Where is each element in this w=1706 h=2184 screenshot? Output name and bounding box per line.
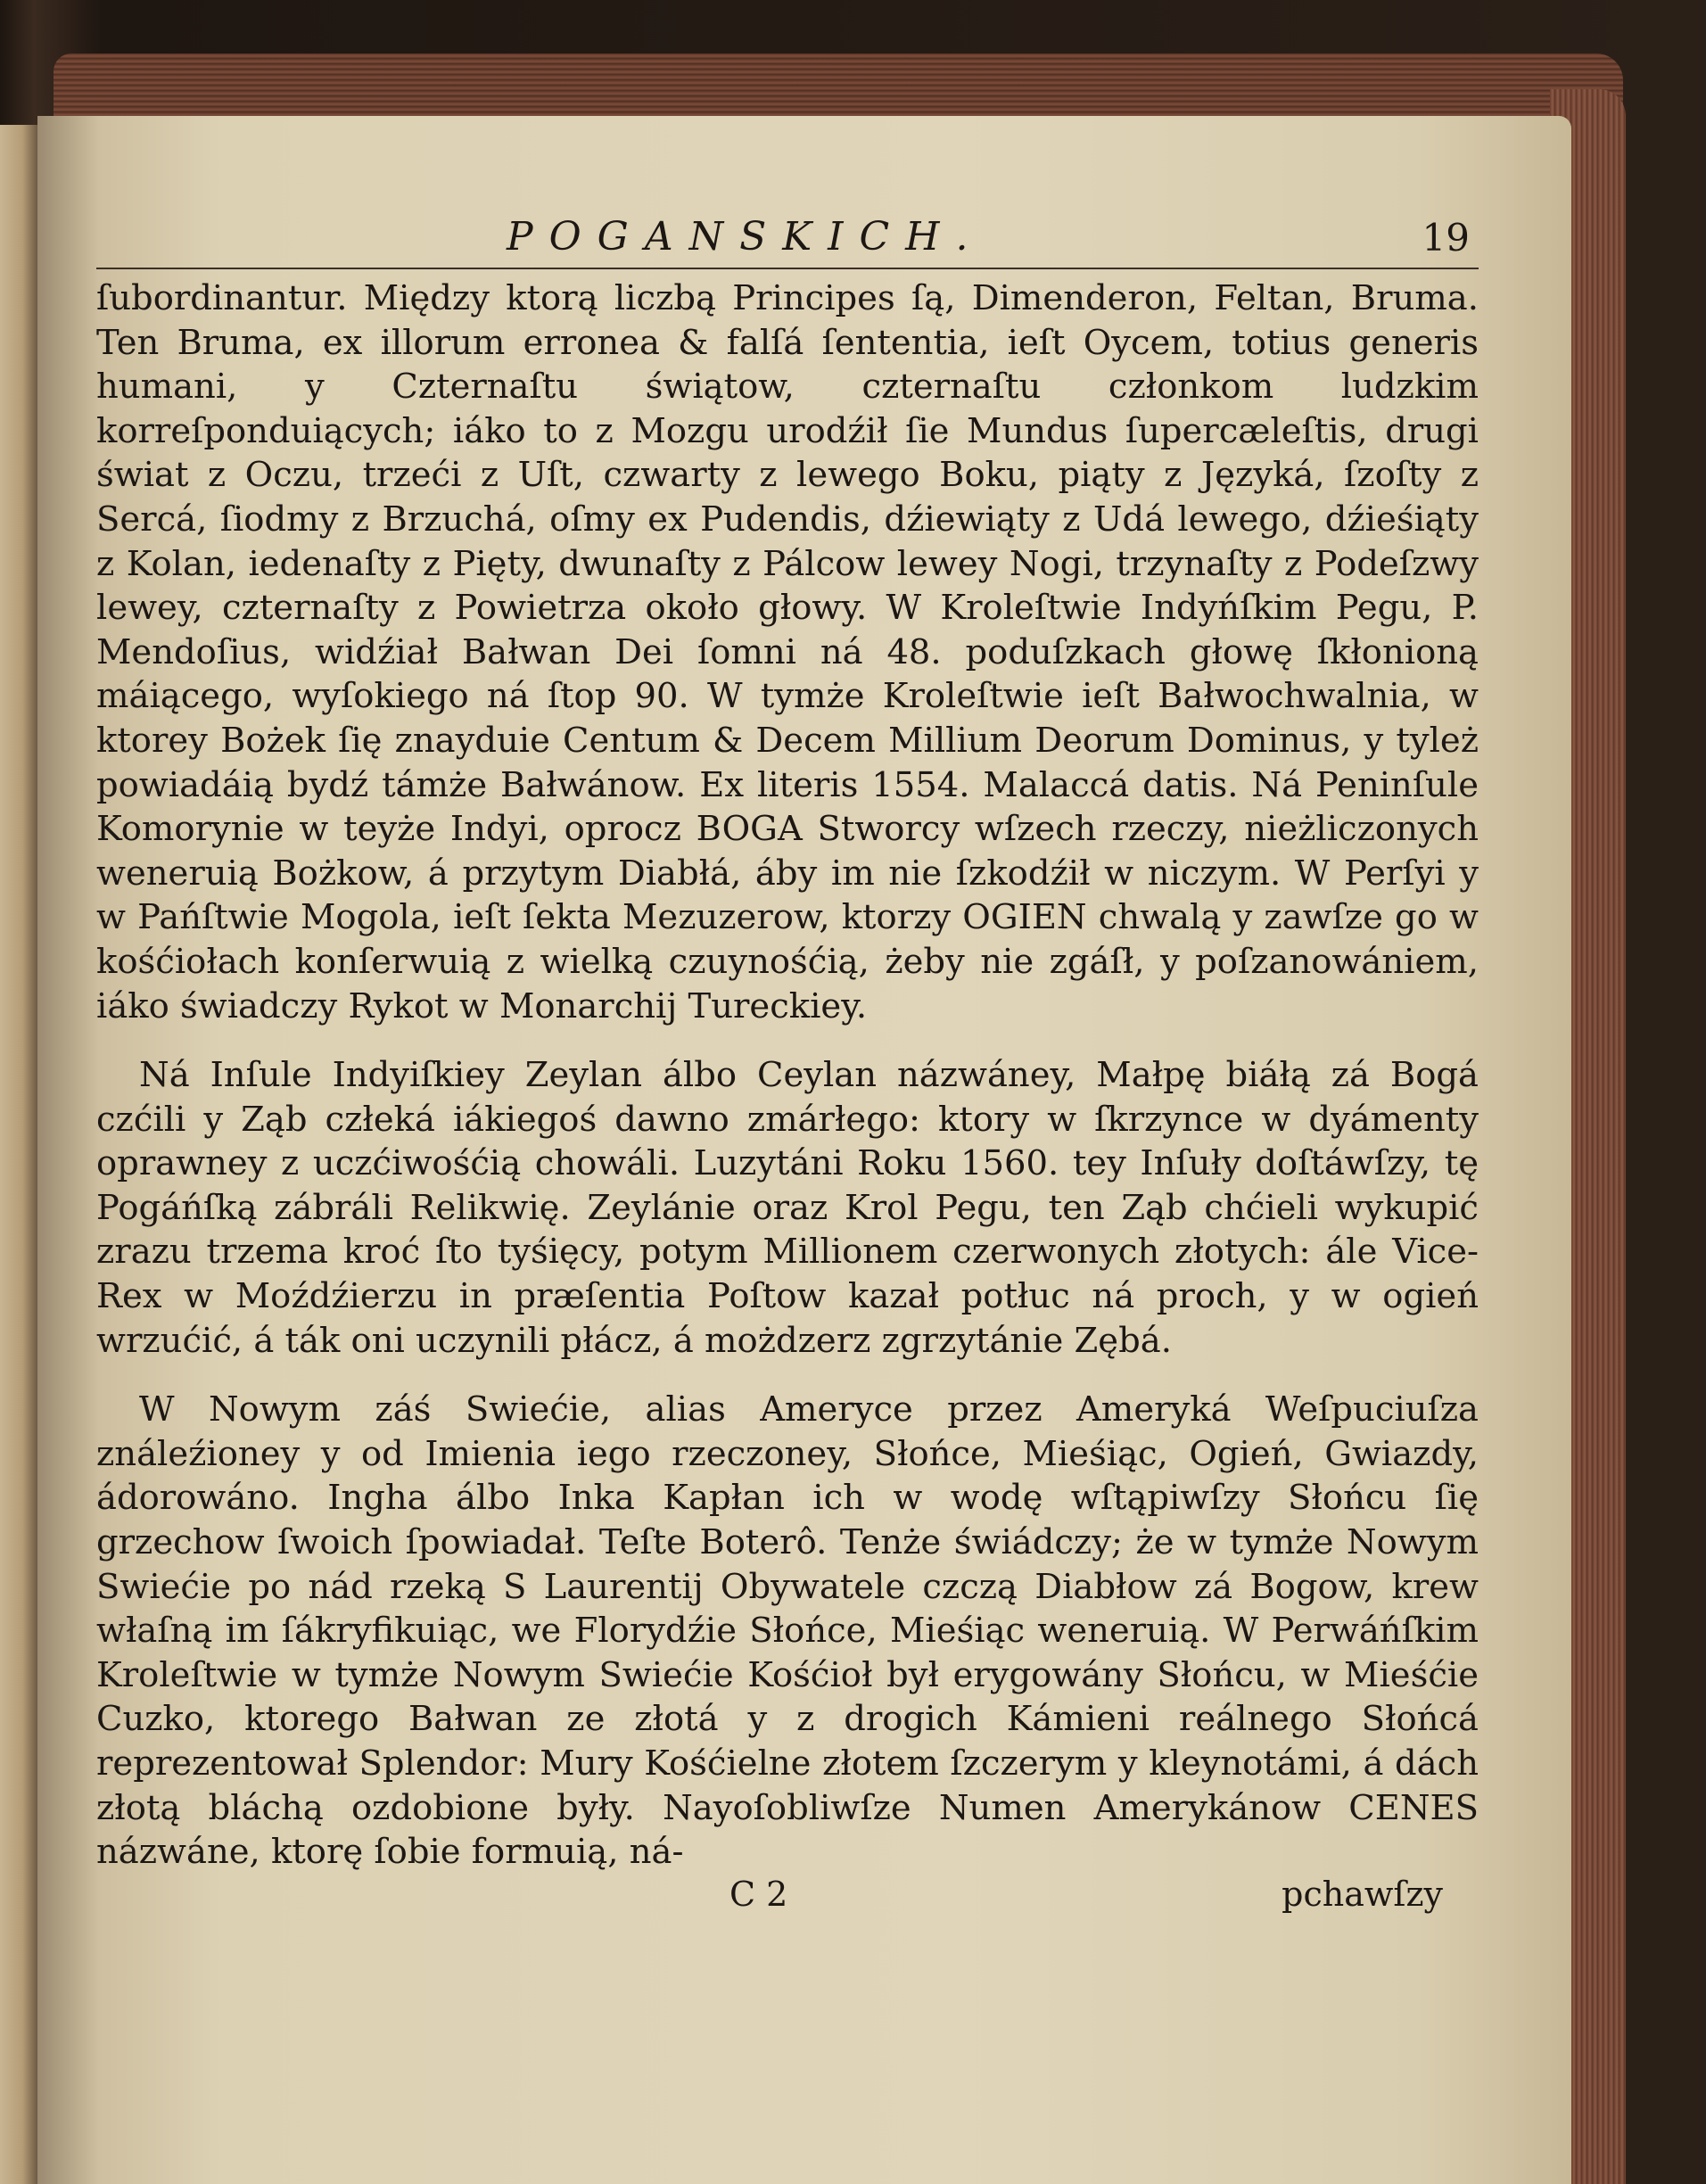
signature-mark: C 2 (729, 1874, 788, 1914)
footer-line (96, 1875, 1479, 1919)
running-head (96, 214, 1479, 269)
page-text-block (96, 214, 1479, 1919)
paragraph-1: ſubordinantur. Między ktorą liczbą Principes ſą, Dimenderon, Feltan, Bruma. Ten Bruma, ex illorum erronea & falſá ſententia, ieſt Oycem, totius generis humani, y Czternaſtu świątow, czternaſtu członkom ludzkim korreſponduiących; iáko to z Mozgu urodźił ſie Mundus ſupercæleſtis, drugi świat z Oczu, trzeći z Uſt, czwarty z lewego Boku, piąty z Języká, ſzoſty z Sercá, ſiodmy z Brzuchá, oſmy ex Pudendis, dźiewiąty z Udá lewego, dźieśiąty z Kolan, iedenaſty z Pięty, dwunaſty z Pálcow lewey Nogi, trzynaſty z Podeſzwy lewey, czternaſty z Powietrza około głowy. W Kroleſtwie Indyńſkim Pegu, P. Mendoſius, widźiał Bałwan Dei ſomni ná 48. poduſzkach głowę ſkłonioną máiącego, wyſokiego ná ſtop 90. W tymże Kroleſtwie ieſt Bałwochwalnia, w ktorey Bożek ſię znayduie Centum & Decem Millium Deorum Dominus, y tyleż powiadáią bydź támże Bałwánow. Ex literis 1554. Malaccá datis. Ná Peninſule Komorynie w teyże Indyi, oprocz BOGA Stworcy wſzech rzeczy, nieżliczonych weneruią Bożkow, á przytym Diabłá, áby im nie ſzkodźił w niczym. W Perſyi y w Pańſtwie Mogola, ieſt ſekta Mezuzerow, ktorzy OGIEN chwalą y zawſze go w kośćiołach konſerwuią z wielką czuynośćią, żeby nie zgáſł, y poſzanowániem, iáko świadczy Rykot w Monarchij Tureckiey. (96, 278, 1479, 1026)
catchword: pchawſzy (1282, 1874, 1443, 1914)
page-number: 19 (1422, 216, 1470, 260)
facing-page-edge (0, 125, 37, 2184)
paragraph-3: W Nowym záś Swiećie, alias Ameryce przez Ameryká Weſpuciuſza ználeźioney y od Imienia iego rzeczoney, Słońce, Mieśiąc, Ogień, Gwiazdy, ádorowáno. Ingha álbo Inka Kapłan ich w wodę wſtąpiwſzy Słońcu ſię grzechow ſwoich ſpowiadał. Teſte Boterô. Tenże świádczy; że w tymże Nowym Swiećie po nád rzeką S Laurentij Obywatele czczą Diabłow zá Bogow, krew właſną im ſákryfikuiąc, we Florydźie Słońce, Mieśiąc weneruią. W Perwáńſkim Kroleſtwie w tymże Nowym Swiećie Kośćioł był erygowány Słońcu, w Mieśćie Cuzko, ktorego Bałwan ze złotá y z drogich Kámieni reálnego Słońcá reprezentował Splendor: Mury Kośćielne złotem ſzczerym y kleynotámi, á dách złotą bláchą ozdobione były. Nayoſobliwſze Numen Amerykánow CENES názwáne, ktorę ſobie formuią, ná- (96, 1389, 1479, 1873)
running-title: POGANSKICH. (507, 214, 985, 260)
paragraph-2: Ná Inſule Indyiſkiey Zeylan álbo Ceylan názwáney, Małpę biáłą zá Bogá czćili y Ząb człeká iákiegoś dawno zmárłego: ktory w ſkrzynce w dyámenty oprawney z uczćiwośćią chowáli. Luzytáni Roku 1560. tey Inſuły doſtáwſzy, tę Pogáńſką zábráli Relikwię. Zeylánie oraz Krol Pegu, ten Ząb chćieli wykupić zrazu trzema kroć ſto tyśięcy, potym Millionem czerwonych złotych: ále Vice-Rex w Moźdźierzu in præſentia Poſtow kazał potłuc ná proch, y w ogień wrzućić, á ták oni uczynili płácz, á możdzerz zgrzytánie Zębá. (96, 1055, 1479, 1361)
